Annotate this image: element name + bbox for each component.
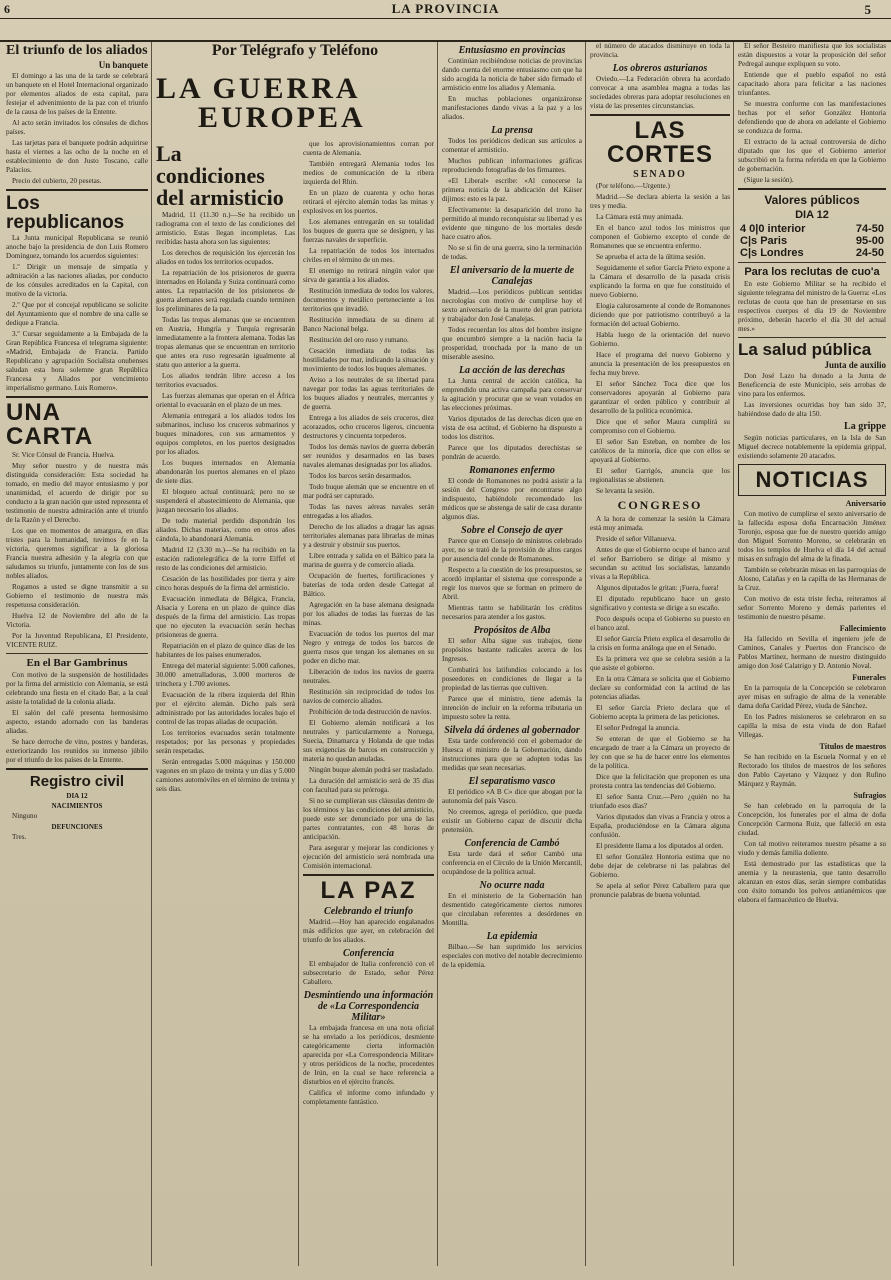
section-rule bbox=[6, 189, 148, 191]
article-paragraph: La Cámara está muy animada. bbox=[596, 213, 684, 221]
subhead-junta-auxilio: Junta de auxilio bbox=[824, 360, 886, 370]
valores-name: C|s Londres bbox=[740, 247, 804, 259]
article-paragraph: El señor Garrigós, anuncia que los regionalistas se abstienen. bbox=[590, 467, 730, 484]
article-paragraph: Evacuación inmediata de Bélgica, Francia, Alsacia y Lorena en un plazo de quince días después de la firma del armisticio. Las tropas que no ejecuten la evacuación serán hechas prisioneras de guerra. bbox=[156, 595, 295, 639]
headline-una-carta: UNA CARTA bbox=[6, 399, 94, 450]
article-paragraph: El periódico «A B C» dice que abogan por la autonomía del país Vasco. bbox=[442, 788, 582, 805]
valores-row bbox=[738, 247, 886, 259]
article-paragraph: 3.º Cursar seguidamente a la Embajada de la Gran República Francesa el telegrama siguiente: «Madrid, Embajada de Francia. Partido Republicano y agrupación Socialista onubenses saludan esta hora solemne gran República Francesa y Aliados por vencimiento imperialismo germano. Luis Romero». bbox=[6, 330, 148, 392]
article-paragraph: Mientras tanto se habilitarán los créditos necesarios para atender a los gastos. bbox=[442, 604, 582, 621]
article-paragraph: Huelva 12 de Noviembre del año de la Victoria. bbox=[6, 612, 148, 629]
article-paragraph: Libre entrada y salida en el Báltico para la marina de guerra y de comercio aliada. bbox=[303, 552, 434, 569]
article-paragraph: Efectivamente: la desaparición del trono ha permitido al mundo reconquistar su libertad y es evidente que ninguno de los mortales desde hace cuatro años. bbox=[442, 206, 582, 241]
article-paragraph: En el banco azul todos los ministros que componen el Gobierno excepto el conde de Romanones que se encuentra enfermo. bbox=[590, 224, 730, 250]
section-rule bbox=[303, 874, 434, 876]
article-paragraph: La duración del armisticio será de 35 días con facultad para su prórroga. bbox=[303, 777, 434, 794]
article-paragraph: Restitución sin reciprocidad de todos los navíos de comercio aliados. bbox=[303, 688, 434, 705]
subhead-derechas: La acción de las derechas bbox=[458, 365, 566, 376]
article-paragraph: Seguidamente el señor García Prieto expone a la Cámara el desarrollo de la pasada crisis explicando la forma en que fue constituido el nuevo Gobierno. bbox=[590, 264, 730, 299]
headline-la-guerra-europea bbox=[156, 74, 446, 132]
page-number-left: 6 bbox=[4, 2, 10, 16]
headline-las-cortes: LAS CORTES bbox=[606, 117, 713, 168]
subhead-celebrando-triunfo: Celebrando el triunfo bbox=[324, 906, 413, 917]
article-paragraph: El señor García Prieto explica el desarrollo de la crisis en forma análoga que en el Senado. bbox=[590, 635, 730, 652]
article-paragraph: Elogia calurosamente al conde de Romanones diciendo que por patriotismo contribuyó a la formación del actual Gobierno. bbox=[590, 302, 730, 328]
article-paragraph: Continúan recibiéndose noticias de provincias dando cuenta del enorme entusiasmo con que ha sido acogida la noticia de haber sido firmado el armisticio entre los aliados y Alemania. bbox=[442, 57, 582, 92]
section-rule bbox=[738, 337, 886, 338]
headline-salud-publica: La salud pública bbox=[738, 340, 872, 359]
article-paragraph: Esta tarde conferenció con el gobernador de Huesca el ministro de la Gobernación, dando instrucciones para que se adopten todas las medidas que sean necesarias. bbox=[442, 737, 582, 772]
article-paragraph: Se levanta la sesión. bbox=[596, 487, 655, 495]
article-paragraph: Madrid, 11 (11.30 n.)—Se ha recibido un radiograma con el texto de las condiciones del armisticio. Estas llegan incompletas. Las recibidas hasta ahora son las siguientes: bbox=[156, 211, 295, 246]
headline-condiciones-armisticio: La condiciones del armisticio bbox=[156, 141, 284, 210]
article-paragraph: Combatirá los latifundios colocando a los poseedores en condiciones de llegar a la propiedad de las tierras que cultiven. bbox=[442, 666, 582, 692]
article-paragraph: El señor García Prieto declara que el Gobierno acepta la primera de las peticiones. bbox=[590, 704, 730, 721]
subhead-aniversario: Aniversario bbox=[845, 499, 886, 508]
subhead-prensa: La prensa bbox=[491, 125, 533, 136]
article-paragraph: Ocupación de fuertes, fortificaciones y baterías de toda orden desde Cattegat al Báltico. bbox=[303, 572, 434, 598]
article-paragraph: Ningún buque alemán podrá ser trasladado. bbox=[309, 766, 434, 774]
article-paragraph: El señor Alba sigue sus trabajos, tiene propósitos bastante radicales acerca de los Ingresos. bbox=[442, 637, 582, 663]
article-paragraph: Precio del cubierto, 20 pesetas. bbox=[12, 177, 102, 185]
subhead-canalejas: El aniversario de la muerte de Canalejas bbox=[449, 265, 575, 287]
column-divider bbox=[298, 210, 299, 1266]
article-paragraph: El domingo a las una de la tarde se celebrará un banquete en el Hotel Internacional organizado por elementos aliados de esta capital, para festejar el advenimiento de la paz con el triunfo de la causa de los países de la Entente. bbox=[6, 72, 148, 116]
article-paragraph: La repatriación de todos los internados civiles en el término de un mes. bbox=[303, 247, 434, 264]
article-paragraph: Madrid.—Los periódicos publican sentidas necrologías con motivo de cumplirse hoy el sexto aniversario de la muerte del gran patriota y trabajador don José Canalejas. bbox=[442, 288, 582, 323]
article-paragraph: Don José Lazo ha donado a la Junta de Beneficencia de este Municipio, seis arrobas de vino para los enfermos. bbox=[738, 372, 886, 398]
headline-reclutas: Para los reclutas de cuo'a bbox=[744, 266, 880, 278]
subhead-desmintiendo: Desmintiendo una información de «La Correspondencia Militar» bbox=[303, 990, 434, 1023]
article-paragraph: Se han celebrado en la parroquia de la Concepción, los funerales por el alma de doña Concepción Carmona Ruiz, que falleció en esta ciudad. bbox=[738, 802, 886, 837]
headline-triunfo-aliados: El triunfo de los aliados bbox=[6, 43, 148, 58]
masthead-rule bbox=[0, 18, 891, 19]
column-2 bbox=[156, 140, 295, 1266]
article-paragraph: Se muestra conforme con las manifestaciones hechas por el señor González Hontoria defendiendo que de ahora en adelante el Gobierno se conduzca de forma. bbox=[738, 100, 886, 135]
article-paragraph: El extracto de la actual controversia de dicho diputado que los que el Gobierno anterior subscribió en la forma referida en que la Gobierno de gobernación. bbox=[738, 138, 886, 173]
subhead-cambo: Conferencia de Cambó bbox=[464, 838, 560, 849]
article-paragraph: Habla luego de la orientación del nuevo Gobierno. bbox=[590, 331, 730, 348]
article-paragraph: La Junta municipal Republicana se reunió anoche bajo la presidencia de don Luis Romero Domínguez, tomando los acuerdos siguientes: bbox=[6, 234, 148, 260]
article-paragraph: Agregación en la base alemana designada por los aliados de todas las fuerzas de las minas. bbox=[303, 601, 434, 627]
column-1 bbox=[6, 42, 148, 1266]
article-paragraph: Con motivo de esta triste fecha, reiteramos al señor Sorrento Moreno y demás parientes el testimonio de nuestro pésame. bbox=[738, 595, 886, 621]
article-paragraph: Rogamos a usted se digne transmitir a su Gobierno el testimonio de nuestra más respetuosa consideración. bbox=[6, 583, 148, 609]
article-paragraph: Entrega a los aliados de seis cruceros, diez acorazados, ocho cruceros ligeros, cincuenta destructores y cincuenta torpederos. bbox=[303, 414, 434, 440]
article-paragraph: Se han recibido en la Escuela Normal y en el Rectorado los títulos de maestros de los señores don Pablo Cayetano y Vázquez y don Rufino Márquez y Raymán. bbox=[738, 753, 886, 788]
valores-row bbox=[738, 235, 886, 247]
article-paragraph: Varios diputados dan vivas a Francia y otros a España, produciéndose en la Cámara alguna confusión. bbox=[590, 813, 730, 839]
subhead-sufragios: Sufragios bbox=[853, 791, 886, 800]
article-paragraph: 2.º Que por el concejal republicano se solicite del Ayuntamiento que el nombre de una calle se dedique a Francia. bbox=[6, 301, 148, 327]
article-paragraph: El señor Pedregal la anuncia. bbox=[596, 724, 680, 732]
article-paragraph: No se si fin de una guerra, sino la terminación de todas. bbox=[442, 244, 582, 261]
valores-name: C|s Paris bbox=[740, 235, 788, 247]
section-rule bbox=[6, 653, 148, 654]
subhead-conferencia: Conferencia bbox=[342, 948, 395, 959]
article-paragraph: Parece que en Consejo de ministros celebrado ayer, no se trató de la provisión de altos cargos por ausencia del conde de Romanones. bbox=[442, 537, 582, 563]
article-paragraph: Dice que la felicitación que proponen es una protesta contra las tendencias del Gobierno. bbox=[590, 773, 730, 790]
article-paragraph: En el ministerio de la Gobernación han desmentido categóricamente ciertos rumores que circulaban referentes a desórdenes en Montilla. bbox=[442, 892, 582, 927]
registro-deaths-value: Tres. bbox=[12, 833, 27, 841]
subhead-obreros-asturianos: Los obreros asturianos bbox=[612, 63, 708, 74]
article-paragraph: Sr. Vice Cónsul de Francia. Huelva. bbox=[12, 451, 115, 459]
subhead-alba: Propósitos de Alba bbox=[473, 625, 551, 636]
article-paragraph: Por la Juventud Republicana, El Presidente, VICENTE RUIZ. bbox=[6, 632, 148, 649]
article-paragraph: La repatriación de los prisioneros de guerra internados en Holanda y Suiza continuará como antes. La repatriación de los prisioneros de guerra alemanes será regulada cuando terminen los preliminares de la paz. bbox=[156, 269, 295, 313]
registro-date: DIA 12 bbox=[66, 792, 88, 800]
article-paragraph: Los derechos de requisición los ejercerán los aliados en todos los territorios ocupados. bbox=[156, 249, 295, 266]
article-paragraph: Se aprueba el acta de la última sesión. bbox=[596, 253, 706, 261]
subhead-romanones: Romanones enfermo bbox=[469, 465, 555, 476]
headline-republicanos: Los republicanos bbox=[6, 193, 125, 233]
article-paragraph: La embajada francesa en una nota oficial se ha enviado a los periódicos, desmiente categóricamente cierta información aparecida por «La Correspondencia Militar» y otros periódicos de la noche, procedentes de Irún, en la cual se hace referencia a disturbios en el ejército francés. bbox=[303, 1024, 434, 1086]
article-paragraph: El embajador de Italia conferenció con el subsecretario de Estado, señor Pérez Caballero. bbox=[303, 960, 434, 986]
article-paragraph: Todo buque alemán que se encuentre en el mar podrá ser capturado. bbox=[303, 483, 434, 500]
article-paragraph: Los buques internados en Alemania abandonarán los puertos alemanes en el plazo de siete días. bbox=[156, 459, 295, 485]
article-paragraph: Poco después ocupa el Gobierno su puesto en el banco azul. bbox=[590, 615, 730, 632]
article-paragraph: Entiende que el pueblo español no está capacitado ahora para felicitar a las naciones triunfantes. bbox=[738, 71, 886, 97]
column-divider bbox=[151, 42, 152, 1266]
subhead-congreso: CONGRESO bbox=[617, 498, 703, 512]
article-paragraph: Antes de que el Gobierno ocupe el banco azul el señor Barriobero se dirige al mismo y secundan su actitud los socialistas, lanzando vivas a la República. bbox=[590, 546, 730, 581]
article-paragraph: El bloqueo actual continuará; pero no se suspenderá el abastecimiento de Alemania, que juzgan necesario los aliados. bbox=[156, 488, 295, 514]
column-divider bbox=[437, 42, 438, 1266]
valores-value: 24-50 bbox=[855, 247, 884, 259]
article-paragraph: El diputado republicano hace un gesto significativo y contesta se dirige a su escaño. bbox=[590, 595, 730, 612]
subhead-senado: SENADO bbox=[633, 169, 687, 180]
subhead-no-ocurre: No ocurre nada bbox=[479, 880, 545, 891]
column-4 bbox=[442, 42, 582, 1266]
article-paragraph: Madrid.—Se declara abierta la sesión a las tres y media. bbox=[590, 193, 730, 210]
article-paragraph: Prohibición de toda destrucción de navíos. bbox=[309, 708, 432, 716]
article-paragraph: Califica el informe como infundado y completamente fantástico. bbox=[303, 1089, 434, 1106]
article-paragraph: También entregará Alemania todos los medios de comunicación de la ribera izquierda del Rhin. bbox=[303, 160, 434, 186]
article-paragraph: Hace el programa del nuevo Gobierno y anuncia la presentación de los presupuestos en fecha muy breve. bbox=[590, 351, 730, 377]
article-paragraph: Si no se cumplieran sus cláusulas dentro de los términos y las condiciones del armisticio, puede este ser denunciado por una de las partes contratantes, con 48 horas de anticipación. bbox=[303, 797, 434, 841]
article-paragraph: Respecto a la cuestión de los presupuestos, se acordó implantar el sistema que corresponde a regir los nuevos que se forman en primero de Abril. bbox=[442, 566, 582, 601]
article-paragraph: Los territorios evacuados serán totalmente respetados; por las personas y propiedades serán respetadas. bbox=[156, 729, 295, 755]
article-paragraph: Madrid.—Hoy han aparecido engalanados más edificios que ayer, en celebración del triunfo de los aliados. bbox=[303, 918, 434, 944]
article-paragraph: Entrega del material siguiente: 5.000 cañones, 30.000 ametralladoras, 3.000 morteros de trinchera y 1.700 aviones. bbox=[156, 662, 295, 688]
article-paragraph: De todo material perdido dispondrán los aliados. Dichas materias, como en otros años cándola, lo abandonará Alemania. bbox=[156, 517, 295, 543]
article-paragraph: Cesación inmediata de todas las hostilidades por mar, indicando la situación y movimiento de todos los buques alemanes. bbox=[303, 347, 434, 373]
article-paragraph: el número de atacados disminuye en toda la provincia. bbox=[590, 42, 730, 59]
article-paragraph: También se celebrarán misas en las parroquias de Alosno, Calañas y en la capilla de las Hermanas de la Cruz. bbox=[738, 566, 886, 592]
article-paragraph: El presidente llama a los diputados al orden. bbox=[596, 842, 724, 850]
subhead-consejo: Sobre el Consejo de ayer bbox=[461, 525, 563, 536]
article-paragraph: Se hace derroche de vino, postres y banderas, exteriorizando los reunidos su inmenso júbilo por el triunfo de los países de la Entente. bbox=[6, 738, 148, 764]
article-paragraph: Dice que el señor Maura cumplirá su compromiso con el Gobierno. bbox=[590, 418, 730, 435]
section-rule bbox=[590, 114, 730, 116]
page-number-right: 5 bbox=[864, 2, 871, 17]
headline-noticias: NOTICIAS bbox=[755, 467, 869, 492]
article-paragraph: Restitución del oro ruso y rumano. bbox=[309, 336, 409, 344]
masthead bbox=[0, 0, 891, 42]
paper-name: LA PROVINCIA bbox=[391, 1, 500, 16]
article-paragraph: Cesación de las hostilidades por tierra y aire cinco horas después de la firma del armisticio. bbox=[156, 575, 295, 592]
article-paragraph: Con tal motivo reiteramos nuestro pésame a su viudo y demás familia doliente. bbox=[738, 840, 886, 857]
article-paragraph: Evacuación de la ribera izquierda del Rhin por el ejército alemán. Dicho país será administrado por las autoridades locales bajo el control de las tropas aliadas de ocupación. bbox=[156, 691, 295, 726]
article-paragraph: Los que en momentos de amargura, en días tristes para la humanidad, tuvimos fe en la victoria, queremos significar a la gloriosa Francia nuestra adhesión y la alegría con que saludamos su triunfo, juntamente con los de sus nobles aliados. bbox=[6, 527, 148, 580]
article-paragraph: Todas las naves aéreas navales serán entregadas a los aliados. bbox=[303, 503, 434, 520]
article-paragraph: Todos los demás navíos de guerra deberán ser reunidos y desarmados en las bases navales alemanas designadas por los aliados. bbox=[303, 443, 434, 469]
article-paragraph: Con motivo de la suspensión de hostilidades por la firma del armisticio con Alemania, se está celebrando una fiesta en el citado Bar, a la cual asiste la totalidad de la colonia aliada. bbox=[6, 671, 148, 706]
subhead-titulos-maestros: Títulos de maestros bbox=[819, 742, 886, 751]
headline-europea: EUROPEA bbox=[198, 101, 366, 134]
article-paragraph: El conde de Romanones no podrá asistir a la sesión del Congreso por encontrarse algo indispuesto, habiéndole recomendado los médicos que se abstenga de salir de casa durante algunos días. bbox=[442, 477, 582, 521]
article-paragraph: Preside el señor Villanueva. bbox=[596, 535, 677, 543]
article-paragraph: Bilbao.—Se han suprimido los servicios especiales con motivo del notable decrecimiento de la epidemia. bbox=[442, 943, 582, 969]
article-paragraph: El señor Besteiro manifiesta que los socialistas están dispuestos a votar la proposición del señor Pedregal aunque expliquen su voto. bbox=[738, 42, 886, 68]
article-paragraph: Todas las tropas alemanas que se encuentren en Austria, Hungría y Turquía regresarán inmediatamente a la frontera alemana. Todas las tropas alemanas que se encuentran en territorio que antes era ruso regresarán igualmente al statu quo anterior a la guerra. bbox=[156, 316, 295, 369]
column-divider bbox=[585, 42, 586, 1266]
subhead-fallecimiento: Fallecimiento bbox=[839, 624, 886, 633]
article-paragraph: Se apela al señor Pérez Caballero para que pronuncie palabras de buena voluntad. bbox=[590, 882, 730, 899]
valores-table bbox=[738, 223, 886, 259]
article-paragraph: Madrid 12 (3.30 m.)—Se ha recibido en la estación radiotelegráfica de la torre Eiffel el resto de las condiciones del armisticio. bbox=[156, 546, 295, 572]
article-paragraph: En muchas poblaciones organizáronse manifestaciones dando vivas a la paz y a los aliados. bbox=[442, 95, 582, 121]
column-divider bbox=[733, 42, 734, 1266]
subhead-entusiasmo: Entusiasmo en provincias bbox=[458, 45, 566, 56]
noticias-box bbox=[738, 464, 886, 496]
article-paragraph: No creemos, agrega el periódico, que pueda existir un Gobierno capaz de discutir dicha pretensión. bbox=[442, 808, 582, 834]
article-paragraph: Parece que los diputados derechistas se pondrán de acuerdo. bbox=[442, 444, 582, 461]
section-rule bbox=[6, 396, 148, 398]
valores-name: 4 0|0 interior bbox=[740, 223, 806, 235]
article-paragraph: El señor González Hontoria estima que no debe dejar de celebrarse ni las palabras del Gobierno. bbox=[590, 853, 730, 879]
article-paragraph: La Junta central de acción católica, ha emprendido una activa campaña para conservar la agitación y procurar que se vean votados en las elecciones próximas. bbox=[442, 377, 582, 412]
article-paragraph: Evacuación de todos los puertos del mar Negro y entrega de todos los barcos de guerra rusos que tengan los alemanes en su poder en dicho mar. bbox=[303, 630, 434, 665]
article-paragraph: El enemigo no retirará ningún valor que sirva de garantía a los aliados. bbox=[303, 267, 434, 284]
article-paragraph: Ha fallecido en Sevilla el ingeniero jefe de Caminos, Canales y Puertos don Francisco de Pablos Martínez, hermano de nuestro distinguido amigo don José Calatrigo y D. Antonio Noval. bbox=[738, 635, 886, 670]
article-paragraph: Repatriación en el plazo de quince días de los habitantes de los países enumerados. bbox=[156, 642, 295, 659]
subhead-separatismo: El separatismo vasco bbox=[468, 776, 556, 787]
article-paragraph: (Sigue la sesión). bbox=[744, 176, 794, 184]
article-paragraph: Muy señor nuestro y de nuestra más distinguida consideración: Esta sociedad ha tomado, en medio del mayor entusiasmo y por unanimidad, el acuerdo de dirigir por su conducto a la gran nación que usted representa el testimonio de nuestra admiración ante el triunfo de la Razón y el Derecho. bbox=[6, 462, 148, 524]
article-paragraph: Según noticias particulares, en la Isla de San Miguel decrece notablemente la epidemia grippal, existiendo solamente 20 atacados. bbox=[738, 434, 886, 460]
headline-registro-civil: Registro civil bbox=[29, 773, 125, 790]
article-paragraph: En un plazo de cuarenta y ocho horas retirará el ejército alemán todas las minas y explosivos en los puertos. bbox=[303, 189, 434, 215]
article-paragraph: Varios diputados de las derechas dicen que en vista de esa actitud, el Gobierno ha dispuesto a todos los distritos. bbox=[442, 415, 582, 441]
section-rule bbox=[738, 262, 886, 263]
article-paragraph: En la parroquia de la Concepción se celebraron ayer misas en sufragio de alma de la venerable dama doña Caridad Pérez, viuda de Sánchez. bbox=[738, 684, 886, 710]
article-paragraph: (Por teléfono.—Urgente.) bbox=[596, 182, 670, 190]
article-paragraph: Liberación de todos los navíos de guerra neutrales. bbox=[303, 668, 434, 685]
article-paragraph: El señor Sánchez Toca dice que los conservadores apoyarán al Gobierno para garantizar el orden público y contribuir al desarrollo de la política económica. bbox=[590, 380, 730, 415]
article-paragraph: Muchos publican informaciones gráficas reproduciendo fotografías de los firmantes. bbox=[442, 157, 582, 174]
article-paragraph: Serán entregadas 5.000 máquinas y 150.000 vagones en un plazo de treinta y un días y 5.000 camiones automóviles en el término de treinta y seis días. bbox=[156, 758, 295, 793]
article-paragraph: Al acto serán invitados los cónsules de dichos países. bbox=[6, 119, 148, 136]
valores-value: 95-00 bbox=[855, 235, 884, 247]
section-rule bbox=[6, 768, 148, 770]
article-paragraph: Restitución inmediata de todos los valores, documentos y metálico perteneciente a los territorios que invadió. bbox=[303, 287, 434, 313]
article-paragraph: Todos recuerdan los altos del hombre insigne que encumbró siempre a la nación hacia la prosperidad, tronchada por la mano de un miserable asesino. bbox=[442, 326, 582, 361]
article-paragraph: El Gobierno alemán notificará a los neutrales y particularmente a Noruega, Suecia, Dinamarca y Holanda de que todas sus exigencias de barcos en construcción y materia no quedan anuladas. bbox=[303, 719, 434, 763]
subhead-silvela: Silvela dá órdenes al gobernador bbox=[444, 725, 580, 736]
article-paragraph: El salón del café presenta hermosísimo aspecto, estando adornado con las banderas aliadas. bbox=[6, 709, 148, 735]
article-paragraph: Con motivo de cumplirse el sexto aniversario de la fallecida esposa doña Encarnación Jiménez Toronjo, esposa que fue de nuestro querido amigo don Miguel Sorrento Moreno, se celebrarán en todos los templos de Huelva el día 14 del actual misas en sufragio del alma de la finada. bbox=[738, 510, 886, 563]
article-paragraph: Todos los periódicos dedican sus artículos a comentar el armisticio. bbox=[442, 137, 582, 154]
article-paragraph: Derecho de los aliados a dragar las aguas territoriales alemanas para librarlas de minas y a destruir y obstruir sus puertos. bbox=[303, 523, 434, 549]
headline-la-guerra: LA GUERRA bbox=[156, 72, 361, 105]
article-paragraph: Está demostrado por las estadísticas que la anemia y la neurastenia, que tanto desarrollo alcanzan en estos días, serán siempre combatidas con éxito tomando los polvos antianémicos que elabora el farmacéutico de Huelva. bbox=[738, 860, 886, 904]
article-paragraph: Es la primera vez que se celebra sesión a la que asiste el gobierno. bbox=[590, 655, 730, 672]
article-paragraph: Las tarjetas para el banquete podrán adquirirse hasta el viernes a las ocho de la noche en el establecimiento de don Justo Toscano, calle Palacios. bbox=[6, 139, 148, 174]
section-rule bbox=[738, 188, 886, 190]
headline-telegrafo: Por Telégrafo y Teléfono bbox=[211, 42, 379, 59]
subhead-funerales: Funerales bbox=[852, 673, 886, 682]
column-6 bbox=[738, 42, 886, 1266]
headline-bar-gambrinus: En el Bar Gambrinus bbox=[26, 657, 128, 669]
article-paragraph: A la hora de comenzar la sesión la Cámara está muy animada. bbox=[590, 515, 730, 532]
article-paragraph: Para asegurar y mejorar las condiciones y ejecución del armisticio será nombrada una Comisión internacional. bbox=[303, 844, 434, 870]
article-paragraph: Alemania entregará a los aliados todos los submarinos, incluso los cruceros submarinos y buques minadores, con sus armamentos y equipos completos, en los puertos designados por los aliados. bbox=[156, 412, 295, 456]
valores-value: 74-50 bbox=[855, 223, 884, 235]
article-paragraph: Las inversiones ocurridas hoy han sido 37, habiéndose dado de alta 150. bbox=[738, 401, 886, 418]
article-paragraph: que los aprovisionamientos corran por cuenta de Alemania. bbox=[303, 140, 434, 157]
section-header-telegrafo bbox=[156, 42, 434, 70]
article-paragraph: Aviso a los neutrales de su libertad para navegar por todas las aguas territoriales de los buques aliados y neutrales, mercantes y de guerra. bbox=[303, 376, 434, 411]
article-paragraph: El señor San Esteban, en nombre de los católicos de la minoría, dice que con ellos se apoyará al Gobierno. bbox=[590, 438, 730, 464]
column-5 bbox=[590, 42, 730, 1266]
headline-valores-publicos: Valores públicos bbox=[764, 193, 860, 207]
article-paragraph: Todos los barcos serán desarmados. bbox=[309, 472, 412, 480]
valores-row bbox=[738, 223, 886, 235]
article-paragraph: Las fuerzas alemanas que operan en el África oriental lo evacuarán en el plazo de un mes. bbox=[156, 392, 295, 409]
valores-date: DIA 12 bbox=[795, 209, 829, 221]
registro-births-value: Ninguno bbox=[12, 812, 38, 820]
article-paragraph: Se enteran de que el Gobierno se ha encargado de traer a la Cámara un proyecto de ley con que se ha de hacer entre los elementos de la política. bbox=[590, 735, 730, 770]
headline-la-paz: LA PAZ bbox=[320, 877, 417, 904]
article-paragraph: En este Gobierno Militar se ha recibido el siguiente telegrama del ministro de la Guerra: «Los reclutas de cuota que han de presentarse en sus respectivos cuerpos el día 19 de Noviembre próximo, deberán hacerlo el día 30 del actual mes.» bbox=[738, 280, 886, 333]
article-paragraph: Restitución inmediata de su dinero al Banco Nacional belga. bbox=[303, 316, 434, 333]
article-paragraph: El señor Santa Cruz.—Pero ¿quién no ha triunfado esos días? bbox=[590, 793, 730, 810]
article-paragraph: Oviedo.—La Federación obrera ha acordado convocar a una asamblea magna a todas las sociedades obreras para adoptar resoluciones en vista de las presentes circunstancias. bbox=[590, 75, 730, 110]
subhead-grippe: La grippe bbox=[844, 421, 886, 432]
subhead-epidemia: La epidemia bbox=[486, 931, 538, 942]
article-paragraph: En la otra Cámara se solicita que el Gobierno declare su conformidad con la actitud de las potencias aliadas. bbox=[590, 675, 730, 701]
column-3 bbox=[303, 140, 434, 1266]
subhead-banquete: Un banquete bbox=[98, 60, 148, 70]
article-paragraph: «El Liberal» escribe: «Al conocerse la primera noticia de la abdicación del Káiser dijimos: esto es la paz. bbox=[442, 177, 582, 203]
article-paragraph: Los alemanes entregarán en su totalidad los buques de guerra que se designen, y las fuerzas navales de superficie. bbox=[303, 218, 434, 244]
article-paragraph: Parece que el ministro, tiene además la intención de incluir en la reforma tributaria un impuesto sobre la renta. bbox=[442, 695, 582, 721]
article-paragraph: Los aliados tendrán libre acceso a los territorios evacuados. bbox=[156, 372, 295, 389]
article-paragraph: Esta tarde dará el señor Cambó una conferencia en el Círculo de la Unión Mercantil, ocupándose de la política actual. bbox=[442, 850, 582, 876]
article-paragraph: En los Padres misioneros se celebraron en su capilla la misa de esta viuda de don Rafael Villegas. bbox=[738, 713, 886, 739]
registro-deaths-heading: DEFUNCIONES bbox=[51, 823, 103, 831]
registro-births-heading: NACIMIENTOS bbox=[51, 802, 103, 810]
article-paragraph: 1.º Dirigir un mensaje de simpatía y admiración a las naciones aliadas, por conducto de los cónsules acreditados en la Capital, con motivo de la victoria. bbox=[6, 263, 148, 298]
article-paragraph: Algunos diputados le gritan: ¡Fuera, fuera! bbox=[596, 584, 719, 592]
